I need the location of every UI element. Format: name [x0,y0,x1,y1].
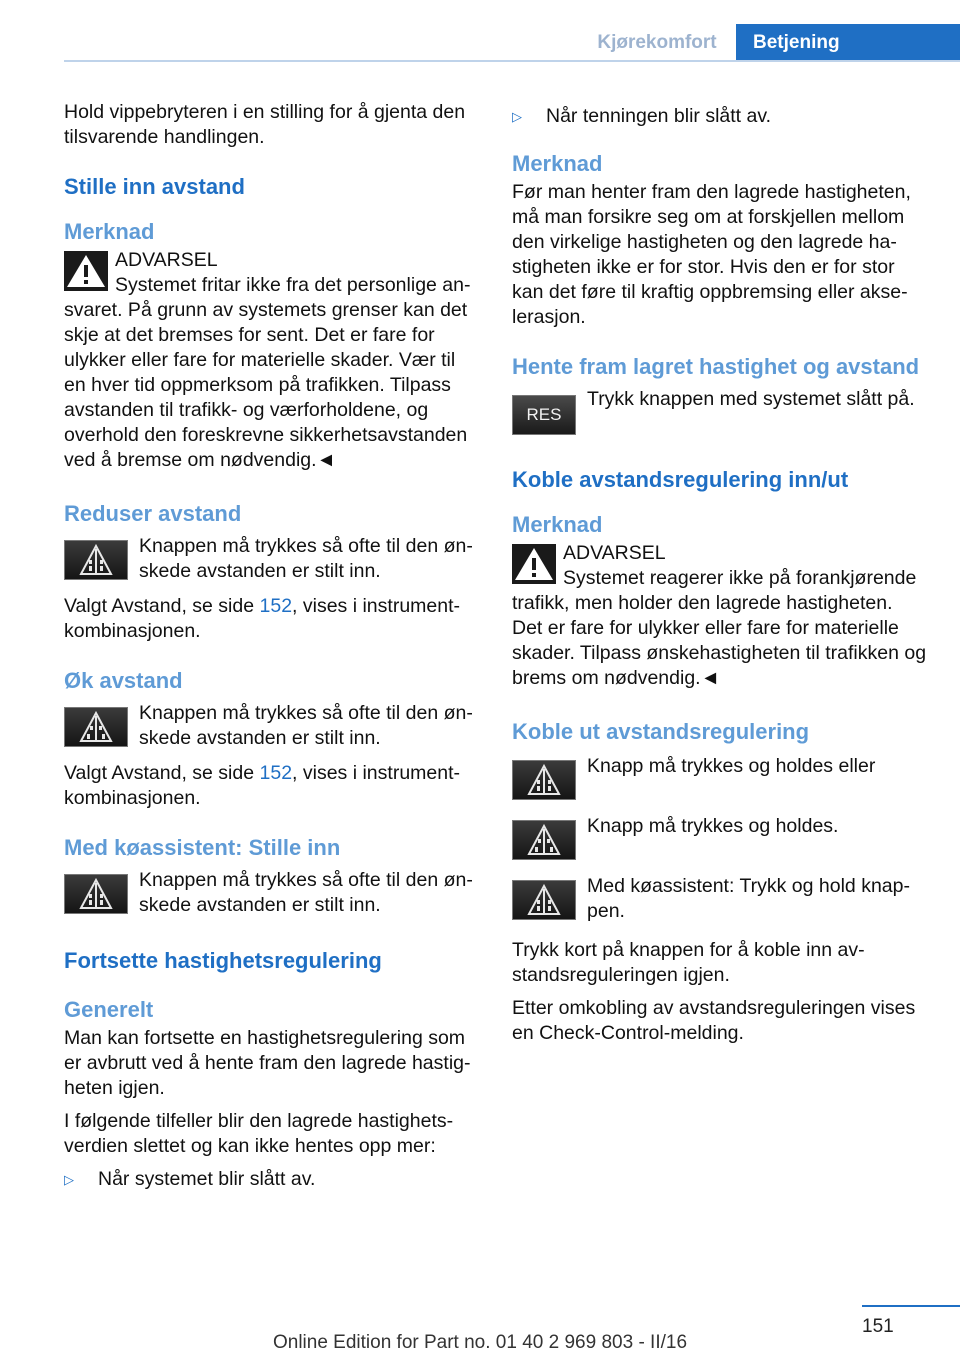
warning-text: trafikk, men holder den lagrede hastigheten. Det er fare for ulykker eller fare for materielle skader. Tilpass ønskehastigheten til trafikken og brems om nødvendig.◄ [512,592,927,689]
button-row-ut-3 [512,874,928,924]
list-item: ▷ Når systemet blir slått av. [64,1168,316,1190]
button-row-res [512,387,928,437]
button-row-ut-2 [512,814,928,864]
generelt-paragraph-2: I følgende tilfeller blir den lagrede hastighets-verdien slettet og kan ikke hentes opp mer: [64,1110,454,1157]
page-number-rule [862,1305,960,1307]
warning-label: ADVARSEL [115,249,218,271]
header-divider [64,60,960,62]
distance-increase-button-icon [64,707,128,747]
merknad-paragraph: Før man henter fram den lagrede hastigheten, må man forsikre seg om at forskjellen mellom den virkelige hastigheten og den lagrede ha-stigheten ikke er for stor. Hvis den er for stor kan det føre til kraftig oppbremsing eller akse-lerasjon. [512,181,911,328]
warning-triangle-icon [64,251,108,291]
heading-merknad: Merknad [64,219,155,244]
button-row-koe [64,868,480,918]
right-column [512,100,928,1054]
tab-betjening[interactable]: Betjening [736,24,960,62]
heading-reduser-avstand: Reduser avstand [64,501,242,526]
etter-omkobling-paragraph: Etter omkobling av avstandsreguleringen vises en Check-Control-melding. [512,997,916,1044]
page-number: 151 [862,1316,894,1337]
button-description: Trykk knappen med systemet slått på. [587,388,915,410]
button-description: Med køassistent: Trykk og hold knap-pen. [587,875,910,922]
bullet-triangle-icon: ▷ [512,109,522,124]
distance-button-icon [512,820,576,860]
valgt-avstand-paragraph: Valgt Avstand, se side 152, vises i instrument-kombinasjonen. [64,762,461,809]
button-description: Knapp må trykkes og holdes. [587,815,839,837]
list-item: ▷ Når tenningen blir slått av. [512,105,772,127]
warning-label: ADVARSEL [563,542,666,564]
distance-button-icon [512,760,576,800]
page-link-152[interactable]: 152 [259,595,293,617]
valgt-avstand-paragraph: Valgt Avstand, se side 152, vises i instrument-kombinasjonen. [64,595,461,642]
bullet-triangle-icon: ▷ [64,1172,74,1187]
heading-fortsette: Fortsette hastighetsregulering [64,948,382,973]
generelt-paragraph-1: Man kan fortsette en hastighetsregulering som er avbrutt ved å hente fram den lagrede hastig-heten igjen. [64,1027,471,1099]
warning-triangle-icon [512,544,556,584]
heading-merknad: Merknad [512,512,603,537]
warning-block [64,248,480,473]
warning-first-line: Systemet fritar ikke fra det personlige an- [115,274,471,296]
button-description: Knappen må trykkes så ofte til den øn-skede avstanden er stilt inn. [139,702,473,749]
heading-koble-ut: Koble ut avstandsregulering [512,719,810,744]
heading-koeassistent: Med køassistent: Stille inn [64,835,341,860]
heading-generelt: Generelt [64,997,154,1022]
button-row-ok [64,701,480,751]
button-description: Knapp må trykkes og holdes eller [587,755,876,777]
queue-assist-button-icon [64,874,128,914]
button-row-ut-1 [512,754,928,804]
heading-koble-inn-ut: Koble avstandsregulering inn/ut [512,467,849,492]
heading-stille-inn-avstand: Stille inn avstand [64,174,245,199]
warning-text: svaret. På grunn av systemets grenser kan det skje at det bremses for sent. Det er fare for ulykker eller fare for materielle skader. Vær til en hver tid oppmerksom på trafikken. Tilpass avstanden til trafikk- og værforholdene, og overhold den foreskrevne sikkerhetsavstanden ved å bremse om nødvendig.◄ [64,299,468,471]
button-description: Knappen må trykkes så ofte til den øn-skede avstanden er stilt inn. [139,869,473,916]
heading-merknad: Merknad [512,151,603,176]
queue-assist-button-icon [512,880,576,920]
trykk-kort-paragraph: Trykk kort på knappen for å koble inn av-standsreguleringen igjen. [512,939,865,986]
button-row-reduser [64,534,480,584]
left-column [64,100,480,1200]
warning-block [512,541,928,691]
footer-edition: Online Edition for Part no. 01 40 2 969 803 - II/16 [272,1332,688,1353]
button-description: Knappen må trykkes så ofte til den øn-skede avstanden er stilt inn. [139,535,473,582]
warning-first-line: Systemet reagerer ikke på forankjørende [563,567,917,589]
heading-hente-fram: Hente fram lagret hastighet og avstand [512,354,920,379]
page-link-152[interactable]: 152 [259,762,293,784]
distance-decrease-button-icon [64,540,128,580]
res-button-icon: RES [512,395,576,435]
heading-ok-avstand: Øk avstand [64,668,183,693]
tab-kjorekomfort[interactable]: Kjørekomfort [597,32,717,53]
intro-paragraph: Hold vippebryteren i en stilling for å gjenta den tilsvarende handlingen. [64,101,466,148]
